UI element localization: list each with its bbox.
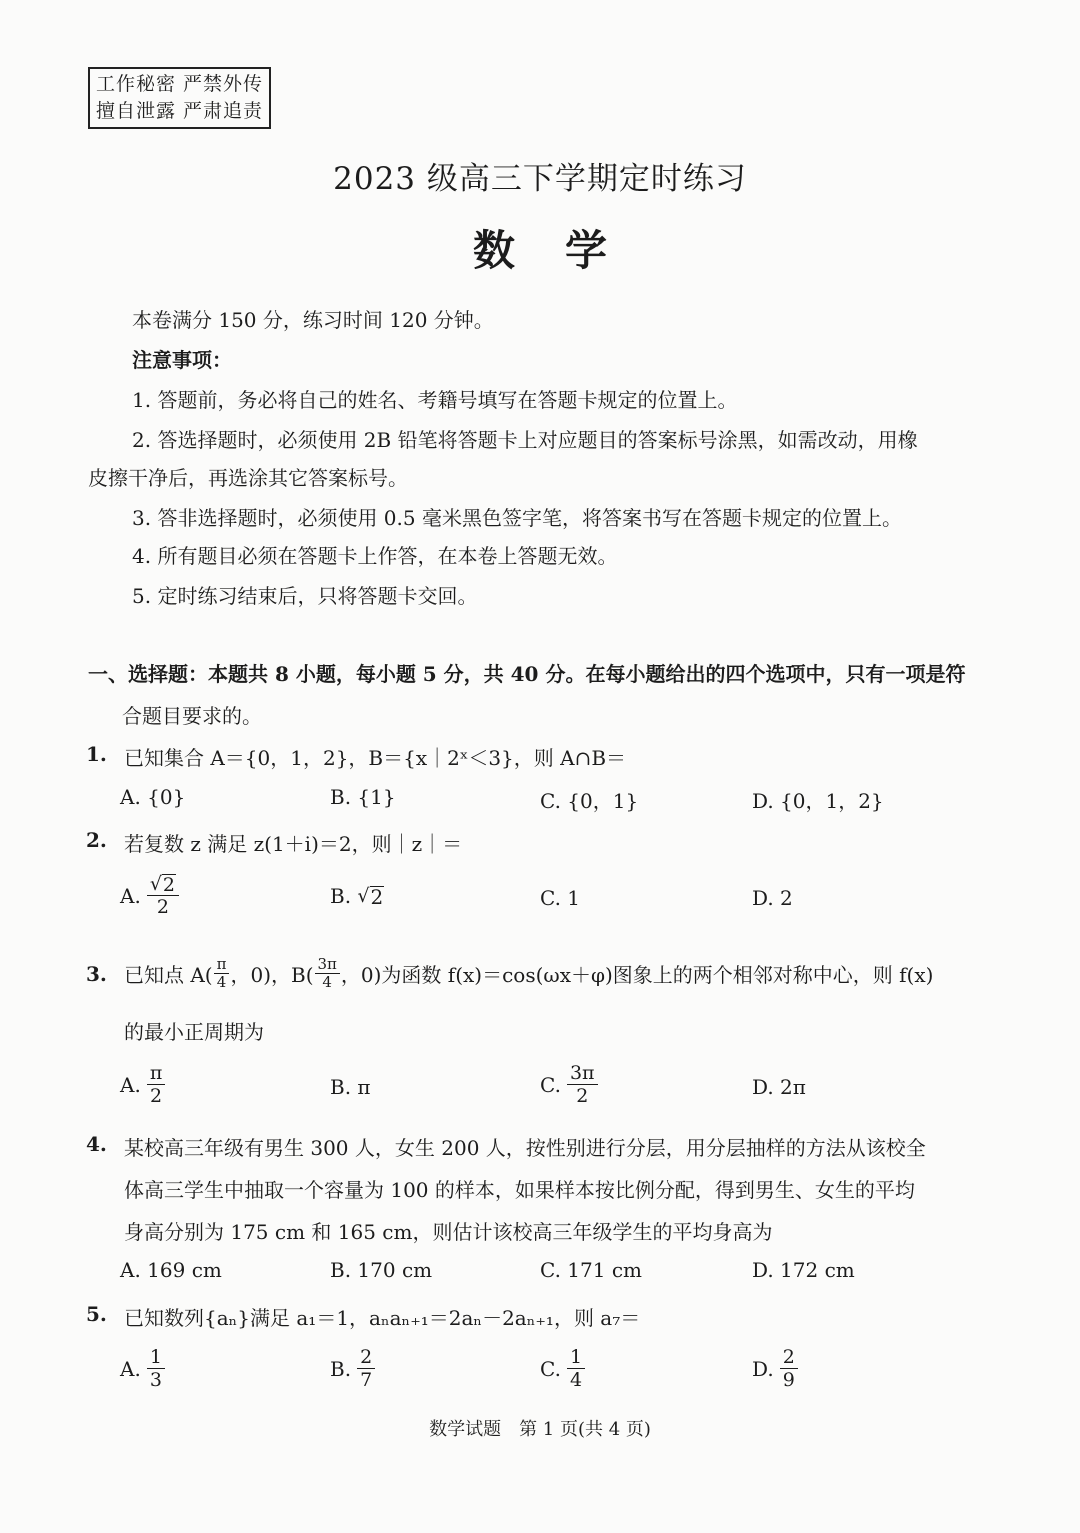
note-item: 3. 答非选择题时，必须使用 0.5 毫米黑色签字笔，将答案书写在答题卡规定的位置上。 bbox=[132, 506, 902, 530]
q4-option-b: B. 170 cm bbox=[330, 1258, 433, 1282]
fraction-numerator: 2 bbox=[357, 1346, 375, 1369]
fraction-numerator: 3π bbox=[567, 1062, 598, 1085]
sqrt: √ 2 bbox=[149, 873, 176, 896]
q2-option-a bbox=[120, 873, 179, 918]
note-item: 4. 所有题目必须在答题卡上作答，在本卷上答题无效。 bbox=[132, 544, 618, 568]
note-item: 5. 定时练习结束后，只将答题卡交回。 bbox=[132, 584, 478, 608]
fraction-denominator: 7 bbox=[360, 1369, 373, 1391]
option-label: D. bbox=[752, 1356, 774, 1381]
q5-option-a bbox=[120, 1346, 165, 1391]
note-item: 2. 答选择题时，必须使用 2B 铅笔将答题卡上对应题目的答案标号涂黑，如需改动，用橡 bbox=[132, 428, 918, 452]
sqrt: √ 2 bbox=[357, 885, 384, 909]
question-5-text: 已知数列{aₙ}满足 a₁＝1，aₙaₙ₊₁＝2aₙ－2aₙ₊₁，则 a₇＝ bbox=[124, 1306, 641, 1330]
section-heading-continued: 合题目要求的。 bbox=[122, 704, 262, 728]
question-4-text-continued: 体高三学生中抽取一个容量为 100 的样本，如果样本按比例分配，得到男生、女生的平均 bbox=[124, 1178, 915, 1202]
q5-option-d bbox=[752, 1346, 798, 1391]
exam-title: 2023 级高三下学期定时练习 bbox=[333, 161, 747, 197]
q1-option-d: D. {0，1，2} bbox=[752, 789, 884, 813]
q3-text-part: 已知点 A( bbox=[124, 962, 213, 987]
option-label: A. bbox=[120, 1072, 141, 1097]
q1-option-c: C. {0，1} bbox=[540, 789, 639, 813]
question-2-text: 若复数 z 满足 z(1＋i)＝2，则｜z｜＝ bbox=[124, 832, 463, 856]
q3-text-part: ，0)，B( bbox=[230, 962, 314, 987]
q3-option-a bbox=[120, 1062, 165, 1107]
q5-option-b bbox=[330, 1346, 375, 1391]
question-1-text: 已知集合 A＝{0，1，2}，B＝{x｜2ˣ＜3}，则 A∩B＝ bbox=[124, 746, 627, 770]
fraction-numerator: 3π bbox=[315, 956, 340, 974]
option-label: B. bbox=[330, 1356, 352, 1381]
fraction-denominator: 2 bbox=[156, 896, 169, 918]
q2-option-d: D. 2 bbox=[752, 886, 793, 910]
q4-option-c: C. 171 cm bbox=[540, 1258, 643, 1282]
q1-option-b: B. {1} bbox=[330, 785, 396, 809]
option-label: C. bbox=[540, 1072, 561, 1097]
note-item: 1. 答题前，务必将自己的姓名、考籍号填写在答题卡规定的位置上。 bbox=[132, 388, 738, 412]
fraction-denominator: 9 bbox=[782, 1369, 795, 1391]
q4-option-d: D. 172 cm bbox=[752, 1258, 855, 1282]
subject-title: 数学 bbox=[472, 226, 657, 275]
fraction bbox=[147, 873, 179, 918]
option-label: A. bbox=[120, 1356, 141, 1381]
fraction bbox=[780, 1346, 798, 1391]
fraction bbox=[567, 1062, 598, 1107]
stamp-line-2: 擅自泄露 严肃追责 bbox=[96, 100, 264, 122]
fraction bbox=[147, 1346, 165, 1391]
option-label: C. bbox=[540, 1356, 561, 1381]
confidential-stamp bbox=[88, 67, 271, 129]
question-number: 4. bbox=[86, 1132, 107, 1156]
fraction-denominator: 3 bbox=[149, 1369, 162, 1391]
section-heading: 一、选择题：本题共 8 小题，每小题 5 分，共 40 分。在每小题给出的四个选项中，只有一项是符 bbox=[88, 662, 966, 686]
note-item-continued: 皮擦干净后，再选涂其它答案标号。 bbox=[88, 466, 408, 490]
page-footer: 数学试题 第 1 页(共 4 页) bbox=[429, 1419, 651, 1440]
fraction-numerator: 1 bbox=[147, 1346, 165, 1369]
question-4-text-continued: 身高分别为 175 cm 和 165 cm，则估计该校高三年级学生的平均身高为 bbox=[124, 1220, 773, 1244]
q3-text-part: ，0)为函数 f(x)＝cos(ωx＋φ)图象上的两个相邻对称中心，则 f(x) bbox=[340, 962, 934, 987]
q1-option-a: A. {0} bbox=[120, 785, 186, 809]
q2-option-b bbox=[330, 884, 384, 908]
question-3-text-continued: 的最小正周期为 bbox=[124, 1020, 264, 1044]
fraction bbox=[147, 1062, 166, 1107]
fraction-numerator: 2 bbox=[780, 1346, 798, 1369]
fraction-numerator: π bbox=[214, 956, 230, 974]
option-label: A. bbox=[120, 883, 141, 908]
q3-option-c bbox=[540, 1062, 598, 1107]
q3-option-d: D. 2π bbox=[752, 1075, 806, 1099]
question-3-text bbox=[124, 948, 933, 998]
q2-option-c: C. 1 bbox=[540, 886, 581, 910]
fraction-numerator: π bbox=[147, 1062, 166, 1085]
fraction bbox=[214, 956, 230, 991]
fraction-numerator bbox=[147, 873, 179, 896]
question-number: 3. bbox=[86, 962, 107, 986]
intro-text: 本卷满分 150 分，练习时间 120 分钟。 bbox=[132, 308, 494, 332]
fraction-denominator: 4 bbox=[322, 972, 332, 991]
fraction bbox=[567, 1346, 585, 1391]
q4-option-a: A. 169 cm bbox=[120, 1258, 222, 1282]
q3-option-b: B. π bbox=[330, 1075, 371, 1099]
stamp-line-1: 工作秘密 严禁外传 bbox=[96, 73, 264, 95]
q5-option-c bbox=[540, 1346, 585, 1391]
radicand: 2 bbox=[162, 874, 176, 896]
notes-heading: 注意事项： bbox=[132, 348, 232, 372]
fraction-denominator: 4 bbox=[216, 972, 227, 991]
question-number: 5. bbox=[86, 1302, 107, 1326]
fraction bbox=[315, 956, 340, 991]
question-number: 2. bbox=[86, 828, 107, 852]
fraction-denominator: 2 bbox=[150, 1085, 163, 1107]
question-number: 1. bbox=[86, 742, 107, 766]
question-4-text: 某校高三年级有男生 300 人，女生 200 人，按性别进行分层，用分层抽样的方法从该校全 bbox=[124, 1136, 926, 1160]
fraction-denominator: 2 bbox=[576, 1085, 589, 1107]
radicand: 2 bbox=[370, 885, 384, 909]
fraction-denominator: 4 bbox=[569, 1369, 583, 1391]
fraction bbox=[357, 1346, 375, 1391]
fraction-numerator: 1 bbox=[567, 1346, 585, 1369]
option-label: B. bbox=[330, 884, 352, 908]
